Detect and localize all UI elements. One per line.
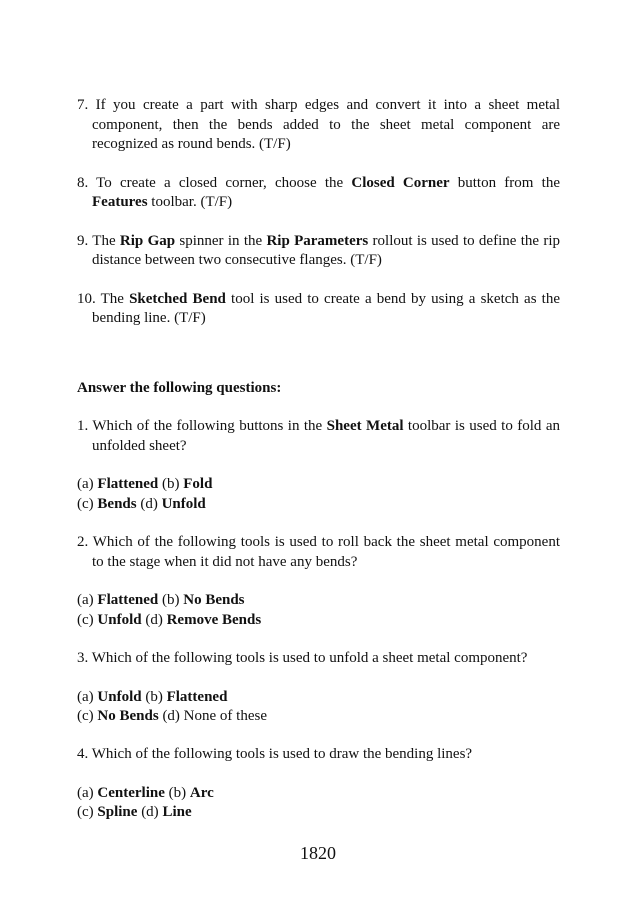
mcq-options xyxy=(77,591,560,630)
mcq-question-text: 1. Which of the following buttons in the Sheet Metal toolbar is used to fold an unfolded sheet? xyxy=(77,418,560,454)
mcq-options xyxy=(77,688,560,727)
option-row-ab: (a) Centerline (b) Arc xyxy=(77,784,214,801)
option-row-cd: (c) Unfold (d) Remove Bends xyxy=(77,611,262,628)
mcq-options xyxy=(77,475,560,514)
mcq-question-2 xyxy=(77,533,560,630)
mcq-question-text: 3. Which of the following tools is used to unfold a sheet metal component? xyxy=(77,650,528,666)
question-10: 10. The Sketched Bend tool is used to create a bend by using a sketch as the bending line. (T/F) xyxy=(77,290,560,326)
mcq-question-3 xyxy=(77,649,560,727)
mcq-question-text: 2. Which of the following tools is used to roll back the sheet metal component to the stage when it did not have any bends? xyxy=(77,534,560,570)
option-row-ab: (a) Unfold (b) Flattened xyxy=(77,688,228,705)
mcq-question-text: 4. Which of the following tools is used to draw the bending lines? xyxy=(77,746,473,762)
page-number: 1820 xyxy=(300,843,336,863)
page-content xyxy=(77,96,560,820)
option-row-cd: (c) Bends (d) Unfold xyxy=(77,495,206,512)
question-9: 9. The Rip Gap spinner in the Rip Parameters rollout is used to define the rip distance between two consecutive flanges. (T/F) xyxy=(77,232,560,268)
mcq-question-4 xyxy=(77,745,560,823)
question-8: 8. To create a closed corner, choose the Closed Corner button from the Features toolbar. (T/F) xyxy=(77,174,560,210)
option-row-cd: (c) No Bends (d) None of these xyxy=(77,708,267,724)
mcq-question-1 xyxy=(77,417,560,514)
option-row-ab: (a) Flattened (b) Fold xyxy=(77,476,213,492)
section-heading: Answer the following questions: xyxy=(77,380,282,396)
question-7: 7. If you create a part with sharp edges and convert it into a sheet metal component, then the bends added to the sheet metal component are recognized as round bends. (T/F) xyxy=(77,97,560,152)
option-row-cd: (c) Spline (d) Line xyxy=(77,804,192,820)
mcq-options xyxy=(77,784,560,823)
option-row-ab: (a) Flattened (b) No Bends xyxy=(77,592,245,608)
